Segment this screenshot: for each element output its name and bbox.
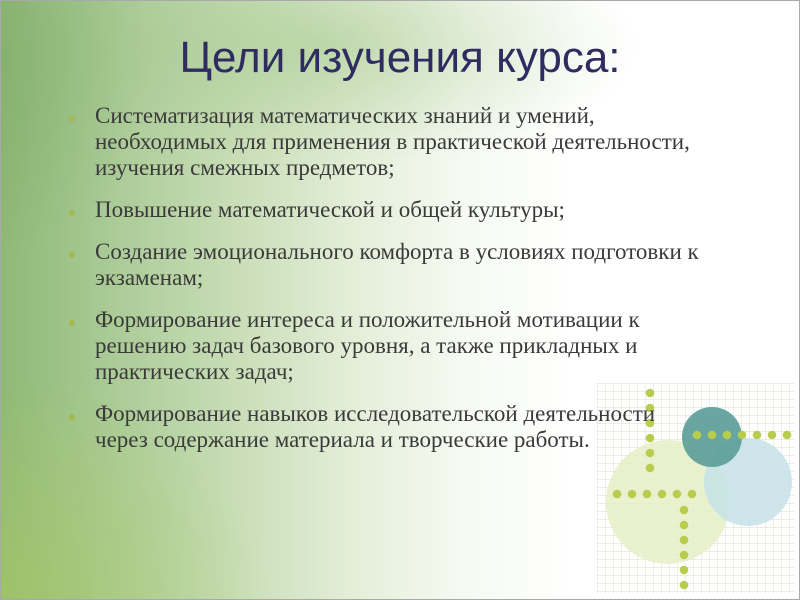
decor-dot <box>680 506 689 515</box>
bullet-text-line: практических задач; <box>95 359 294 384</box>
round-bullet-icon <box>69 210 75 216</box>
slide-title: Цели изучения курса: <box>179 33 621 82</box>
bullet-text-line: через содержание материала и творческие работы. <box>95 427 590 452</box>
bullet-text-line: Формирование интереса и положительной мотивации к <box>95 307 640 332</box>
decor-dot <box>753 431 762 440</box>
decor-dot <box>680 551 689 560</box>
round-bullet-icon <box>69 320 75 326</box>
bullet-text-line: Создание эмоционального комфорта в условиях подготовки к <box>95 239 699 264</box>
bullet-item <box>95 239 699 291</box>
bullet-text-line: необходимых для применения в практической деятельности, <box>95 129 690 154</box>
round-bullet-icon <box>69 252 75 258</box>
decor-dot <box>708 431 717 440</box>
decor-dot <box>658 490 667 499</box>
decor-dot <box>680 521 689 530</box>
decor-dot <box>723 431 732 440</box>
decor-dot <box>643 490 652 499</box>
bullet-text-line: Систематизация математических знаний и умений, <box>95 103 595 128</box>
decor-dot <box>688 490 697 499</box>
round-bullet-icon <box>69 116 75 122</box>
bullet-text-line: изучения смежных предметов; <box>95 155 395 180</box>
decor-dot <box>768 431 777 440</box>
round-bullet-icon <box>69 414 75 420</box>
bullet-item <box>95 401 699 453</box>
bullet-item <box>95 103 699 181</box>
bullet-item <box>95 307 699 385</box>
bullet-list <box>95 103 699 469</box>
decor-dot <box>613 490 622 499</box>
bullet-text-line: Повышение математической и общей культуры; <box>95 197 565 222</box>
bullet-text-line: экзаменам; <box>95 265 204 290</box>
decor-dot <box>680 581 689 590</box>
bullet-item <box>95 197 699 223</box>
decor-dot <box>680 536 689 545</box>
decor-dot <box>783 431 792 440</box>
decor-dot <box>673 490 682 499</box>
decor-dot <box>628 490 637 499</box>
decor-dot <box>738 431 747 440</box>
decor-dot <box>680 566 689 575</box>
bullet-text-line: Формирование навыков исследовательской деятельности <box>95 401 656 426</box>
bullet-text-line: решению задач базового уровня, а также прикладных и <box>95 333 638 358</box>
